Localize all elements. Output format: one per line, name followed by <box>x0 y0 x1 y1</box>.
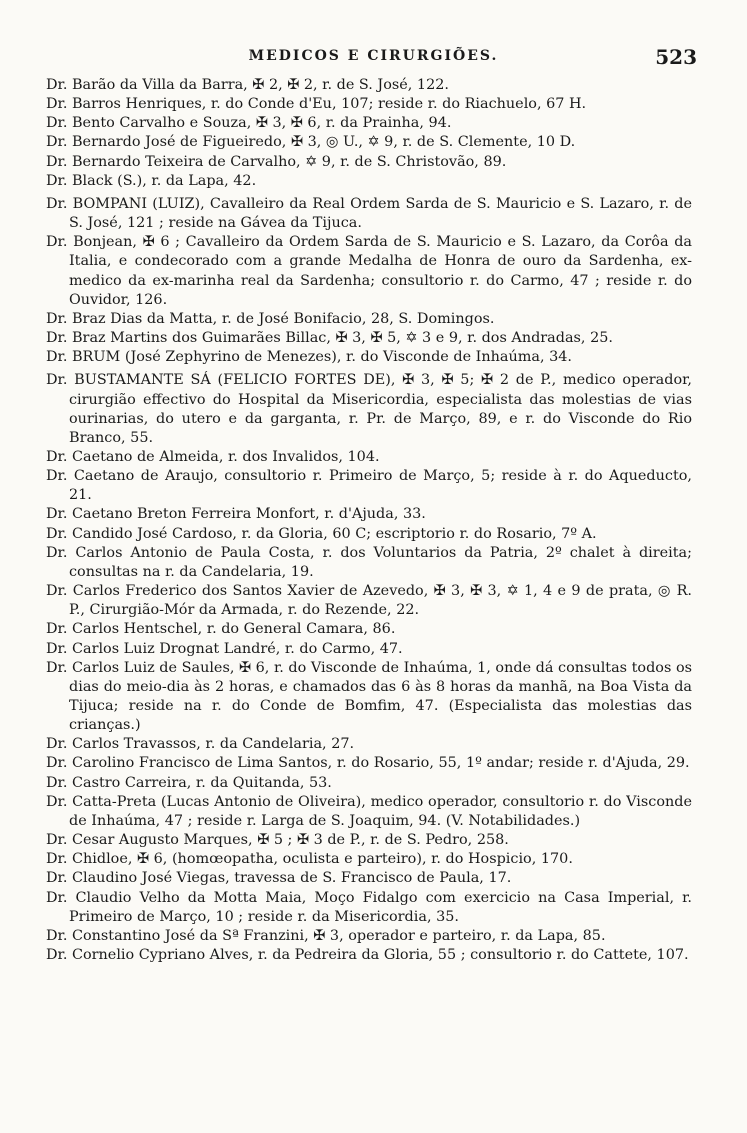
directory-entry: Dr. Castro Carreira, r. da Quitanda, 53. <box>46 774 332 791</box>
directory-entry: Dr. Catta-Preta (Lucas Antonio de Oliveira), medico operador, consultorio r. do Visconde de Inhaúma, 47 ; reside r. Larga de S. Joaquim, 94. (V. Notabilidades.) <box>46 793 692 829</box>
directory-entry: Dr. Barros Henriques, r. do Conde d'Eu, 107; reside r. do Riachuelo, 67 H. <box>46 96 587 113</box>
directory-entry: Dr. Bonjean, ✠ 6 ; Cavalleiro da Ordem Sarda de S. Mauricio e S. Lazaro, da Corôa da Italia, e condecorado com a grande Medalha de Honra de ouro da Sardenha, ex-medico da ex-marinha real da Sardenha; consultorio r. do Carmo, 47 ; reside r. do Ouvidor, 126. <box>46 234 692 308</box>
directory-entry: Dr. Caetano Breton Ferreira Monfort, r. d'Ajuda, 33. <box>46 506 426 523</box>
directory-entry: Dr. Chidloe, ✠ 6, (homœopatha, oculista e parteiro), r. do Hospicio, 170. <box>46 851 573 868</box>
directory-entry: Dr. Carlos Luiz Drognat Landré, r. do Carmo, 47. <box>46 640 403 657</box>
directory-entry: Dr. Caetano de Almeida, r. dos Invalidos, 104. <box>46 448 380 465</box>
directory-entry: Dr. Carlos Travassos, r. da Candelaria, 27. <box>46 736 355 753</box>
directory-entry: Dr. BOMPANI (LUIZ), Cavalleiro da Real Ordem Sarda de S. Mauricio e S. Lazaro, r. de S. José, 121 ; reside na Gávea da Tijuca. <box>46 195 692 232</box>
directory-entry: Dr. Barão da Villa da Barra, ✠ 2, ✠ 2, r. de S. José, 122. <box>46 77 449 93</box>
directory-entry: Dr. Carlos Hentschel, r. do General Camara, 86. <box>46 621 396 638</box>
directory-entry: Dr. Bernardo José de Figueiredo, ✠ 3, ◎ U., ✡ 9, r. de S. Clemente, 10 D. <box>46 134 576 151</box>
directory-entry: Dr. Cornelio Cypriano Alves, r. da Pedreira da Gloria, 55 ; consultorio r. do Cattete, 107. <box>46 947 689 964</box>
directory-entry: Dr. Cesar Augusto Marques, ✠ 5 ; ✠ 3 de P., r. de S. Pedro, 258. <box>46 832 509 849</box>
directory-entry: Dr. Carlos Antonio de Paula Costa, r. dos Voluntarios da Patria, 2º chalet à direita; consultas na r. da Candelaria, 19. <box>46 544 692 580</box>
directory-entry: Dr. Claudino José Viegas, travessa de S. Francisco de Paula, 17. <box>46 870 512 887</box>
directory-entry: Dr. BUSTAMANTE SÁ (FELICIO FORTES DE), ✠ 3, ✠ 5; ✠ 2 de P., medico operador, cirurgião effectivo do Hospital da Misericordia, especialista das molestias de vias ourinarias, do utero e da garganta, r. Pr. de Março, 89, e r. do Visconde do Rio Branco, 55. <box>46 372 692 446</box>
running-head: MEDICOS E CIRURGIÕES. <box>248 48 499 64</box>
page-header <box>40 45 707 74</box>
directory-entry: Dr. Braz Martins dos Guimarães Billac, ✠ 3, ✠ 5, ✡ 3 e 9, r. dos Andradas, 25. <box>46 330 613 347</box>
directory-entry: Dr. Claudio Velho da Motta Maia, Moço Fidalgo com exercicio na Casa Imperial, r. Primeiro de Março, 10 ; reside r. da Misericordia, 35. <box>46 889 692 925</box>
directory-list <box>46 76 692 965</box>
directory-entry: Dr. BRUM (José Zephyrino de Menezes), r. do Visconde de Inhaúma, 34. <box>46 349 573 366</box>
directory-entry: Dr. Constantino José da Sª Franzini, ✠ 3, operador e parteiro, r. da Lapa, 85. <box>46 927 606 944</box>
directory-entry: Dr. Bernardo Teixeira de Carvalho, ✡ 9, r. de S. Christovão, 89. <box>46 153 507 170</box>
directory-entry: Dr. Carlos Frederico dos Santos Xavier de Azevedo, ✠ 3, ✠ 3, ✡ 1, 4 e 9 de prata, ◎ R. P., Cirurgião-Mór da Armada, r. do Rezende, 22. <box>46 583 692 619</box>
directory-entry: Dr. Carlos Luiz de Saules, ✠ 6, r. do Visconde de Inhaúma, 1, onde dá consultas todos os dias do meio-dia às 2 horas, e chamados das 6 às 8 horas da manhã, na Boa Vista da Tijuca; reside na r. do Conde de Bomfim, 47. (Especialista das molestias das crianças.) <box>46 659 692 734</box>
directory-entry: Dr. Bento Carvalho e Souza, ✠ 3, ✠ 6, r. da Prainha, 94. <box>46 115 452 132</box>
directory-entry: Dr. Candido José Cardoso, r. da Gloria, 60 C; escriptorio r. do Rosario, 7º A. <box>46 525 597 542</box>
directory-entry: Dr. Caetano de Araujo, consultorio r. Primeiro de Março, 5; reside à r. do Aqueducto, 21. <box>46 468 692 504</box>
directory-entry: Dr. Braz Dias da Matta, r. de José Bonifacio, 28, S. Domingos. <box>46 310 495 327</box>
page-number: 523 <box>655 45 697 69</box>
directory-entry: Dr. Carolino Francisco de Lima Santos, r. do Rosario, 55, 1º andar; reside r. d'Ajuda, 29. <box>46 755 690 772</box>
directory-entry: Dr. Black (S.), r. da Lapa, 42. <box>46 172 257 189</box>
